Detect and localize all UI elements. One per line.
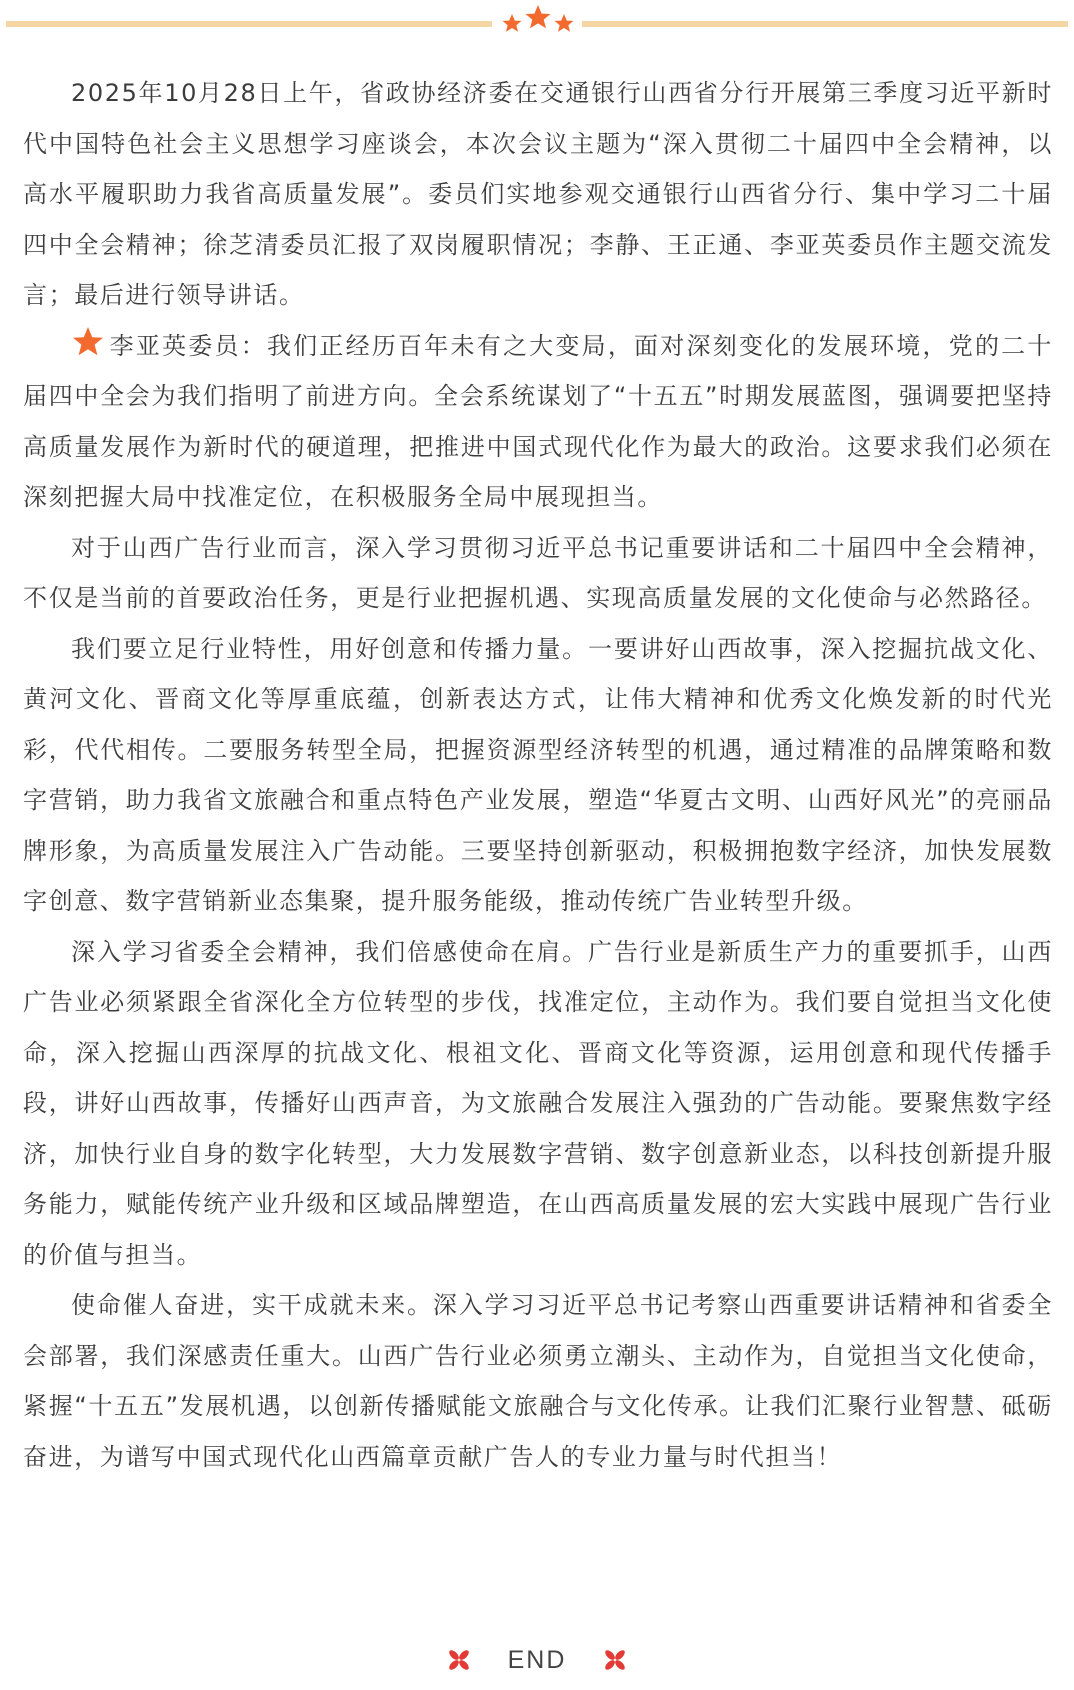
three-stars-icon bbox=[498, 4, 578, 38]
article-body bbox=[23, 68, 1053, 1482]
article-paragraph-6: 使命催人奋进，实干成就未来。深入学习习近平总书记考察山西重要讲话精神和省委全会部署，我们深感责任重大。山西广告行业必须勇立潮头、主动作为，自觉担当文化使命，紧握“十五五”发展机遇，以创新传播赋能文旅融合与文化传承。让我们汇聚行业智慧、砥砺奋进，为谱写中国式现代化山西篇章贡献广告人的专业力量与时代担当！ bbox=[23, 1291, 1053, 1471]
article-paragraph-5: 深入学习省委全会精神，我们倍感使命在肩。广告行业是新质生产力的重要抓手，山西广告业必须紧跟全省深化全方位转型的步伐，找准定位，主动作为。我们要自觉担当文化使命，深入挖掘山西深厚的抗战文化、根祖文化、晋商文化等资源，运用创意和现代传播手段，讲好山西故事，传播好山西声音，为文旅融合发展注入强劲的广告动能。要聚焦数字经济，加快行业自身的数字化转型，大力发展数字营销、数字创意新业态，以科技创新提升服务能力，赋能传统产业升级和区域品牌塑造，在山西高质量发展的宏大实践中展现广告行业的价值与担当。 bbox=[23, 937, 1053, 1269]
divider-line-left bbox=[6, 21, 492, 27]
article-paragraph-3: 对于山西广告行业而言，深入学习贯彻习近平总书记重要讲话和二十届四中全会精神，不仅是当前的首要政治任务，更是行业把握机遇、实现高质量发展的文化使命与必然路径。 bbox=[23, 533, 1053, 612]
star-icon bbox=[555, 14, 574, 32]
article-paragraph-2 bbox=[23, 321, 1053, 523]
article-paragraph-1: 2025年10月28日上午，省政协经济委在交通银行山西省分行开展第三季度习近平新时代中国特色社会主义思想学习座谈会，本次会议主题为“深入贯彻二十届四中全会精神，以高水平履职助力我省高质量发展”。委员们实地参观交通银行山西省分行、集中学习二十届四中全会精神；徐芝清委员汇报了双岗履职情况；李静、王正通、李亚英委员作主题交流发言；最后进行领导讲话。 bbox=[23, 79, 1053, 309]
article-paragraph-4: 我们要立足行业特性，用好创意和传播力量。一要讲好山西故事，深入挖掘抗战文化、黄河文化、晋商文化等厚重底蕴，创新表达方式，让伟大精神和优秀文化焕发新的时代光彩，代代相传。二要服务转型全局，把握资源型经济转型的机遇，通过精准的品牌策略和数字营销，助力我省文旅融合和重点特色产业发展，塑造“华夏古文明、山西好风光”的亮丽品牌形象，为高质量发展注入广告动能。三要坚持创新驱动，积极拥抱数字经济，加快发展数字创意、数字营销新业态集聚，提升服务能级，推动传统广告业转型升级。 bbox=[23, 634, 1053, 915]
end-footer bbox=[0, 1640, 1074, 1680]
end-label: END bbox=[507, 1645, 567, 1674]
flower-icon bbox=[446, 1647, 472, 1673]
star-icon bbox=[71, 326, 105, 360]
flower-icon bbox=[602, 1647, 628, 1673]
article-paragraph-2-text: 李亚英委员：我们正经历百年未有之大变局，面对深刻变化的发展环境，党的二十届四中全会为我们指明了前进方向。全会系统谋划了“十五五”时期发展蓝图，强调要把坚持高质量发展作为新时代的硬道理，把推进中国式现代化作为最大的政治。这要求我们必须在深刻把握大局中找准定位，在积极服务全局中展现担当。 bbox=[23, 331, 1053, 511]
star-icon bbox=[526, 5, 551, 28]
star-icon bbox=[503, 14, 522, 32]
divider-line-right bbox=[582, 21, 1068, 27]
top-banner bbox=[0, 0, 1074, 44]
